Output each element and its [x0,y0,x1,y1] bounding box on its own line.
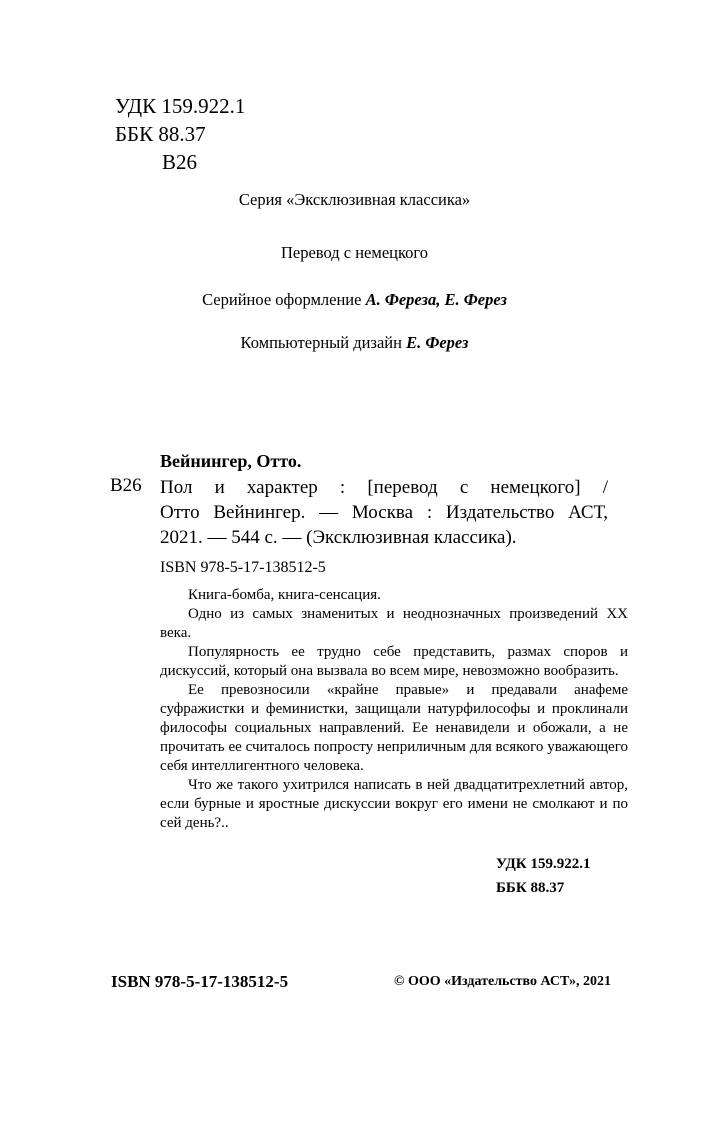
bbk-code: ББК 88.37 [115,122,206,146]
footer-isbn: ISBN 978-5-17-138512-5 [111,972,289,991]
classification-codes [115,92,245,176]
author-mark: В26 [162,150,198,174]
bib-mark: В26 [110,475,142,496]
bib-title-line: 2021. — 544 с. — (Эксклюзивная классика). [160,527,517,548]
design-names: А. Фереза, Е. Ферез [365,290,507,309]
design-line [0,290,709,310]
footer-classification-codes [496,852,590,900]
copyright-notice: © ООО «Издательство АСТ», 2021 [394,974,612,989]
computer-design-line [0,333,709,353]
bib-title-line: Отто Вейнингер. — Москва : Издательство АСТ, [160,502,608,523]
annotation [160,586,628,833]
annotation-paragraph: Ее превозносили «крайне правые» и предавали анафеме суфражистки и феминистки, защищали натурфилософы и проклинали философы социальных направлений. Ее ненавидели и обожали, а не прочитать ее считалось попросту неприличным для всякого уважающего себя интеллигентного человека. [160,682,628,774]
computer-design-name: Е. Ферез [406,333,469,352]
footer-bbk-code: ББК 88.37 [496,880,565,896]
annotation-paragraph: Что же такого ухитрился написать в ней двадцатитрехлетний автор, если бурные и яростные дискуссии вокруг его имени не смолкают и по сей день?.. [160,777,628,831]
series-line: Серия «Эксклюзивная классика» [238,190,471,209]
bib-author: Вейнингер, Отто. [160,451,302,471]
annotation-paragraph: Книга-бомба, книга-сенсация. [188,587,381,603]
annotation-paragraph: Одно из самых знаменитых и неоднозначных произведений XX века. [160,606,628,641]
annotation-paragraph: Популярность ее трудно себе представить, размах споров и дискуссий, который она вызвала во всем мире, невозможно вообразить. [160,644,628,679]
computer-design-label: Компьютерный дизайн [240,333,402,352]
design-label: Серийное оформление [202,290,362,309]
bib-title-block [160,475,608,550]
bib-title-line: Пол и характер : [перевод с немецкого] / [160,477,608,498]
udk-code: УДК 159.922.1 [115,94,246,118]
translation-line: Перевод с немецкого [280,243,429,262]
bib-isbn: ISBN 978-5-17-138512-5 [160,559,326,576]
footer-udk-code: УДК 159.922.1 [496,856,591,872]
